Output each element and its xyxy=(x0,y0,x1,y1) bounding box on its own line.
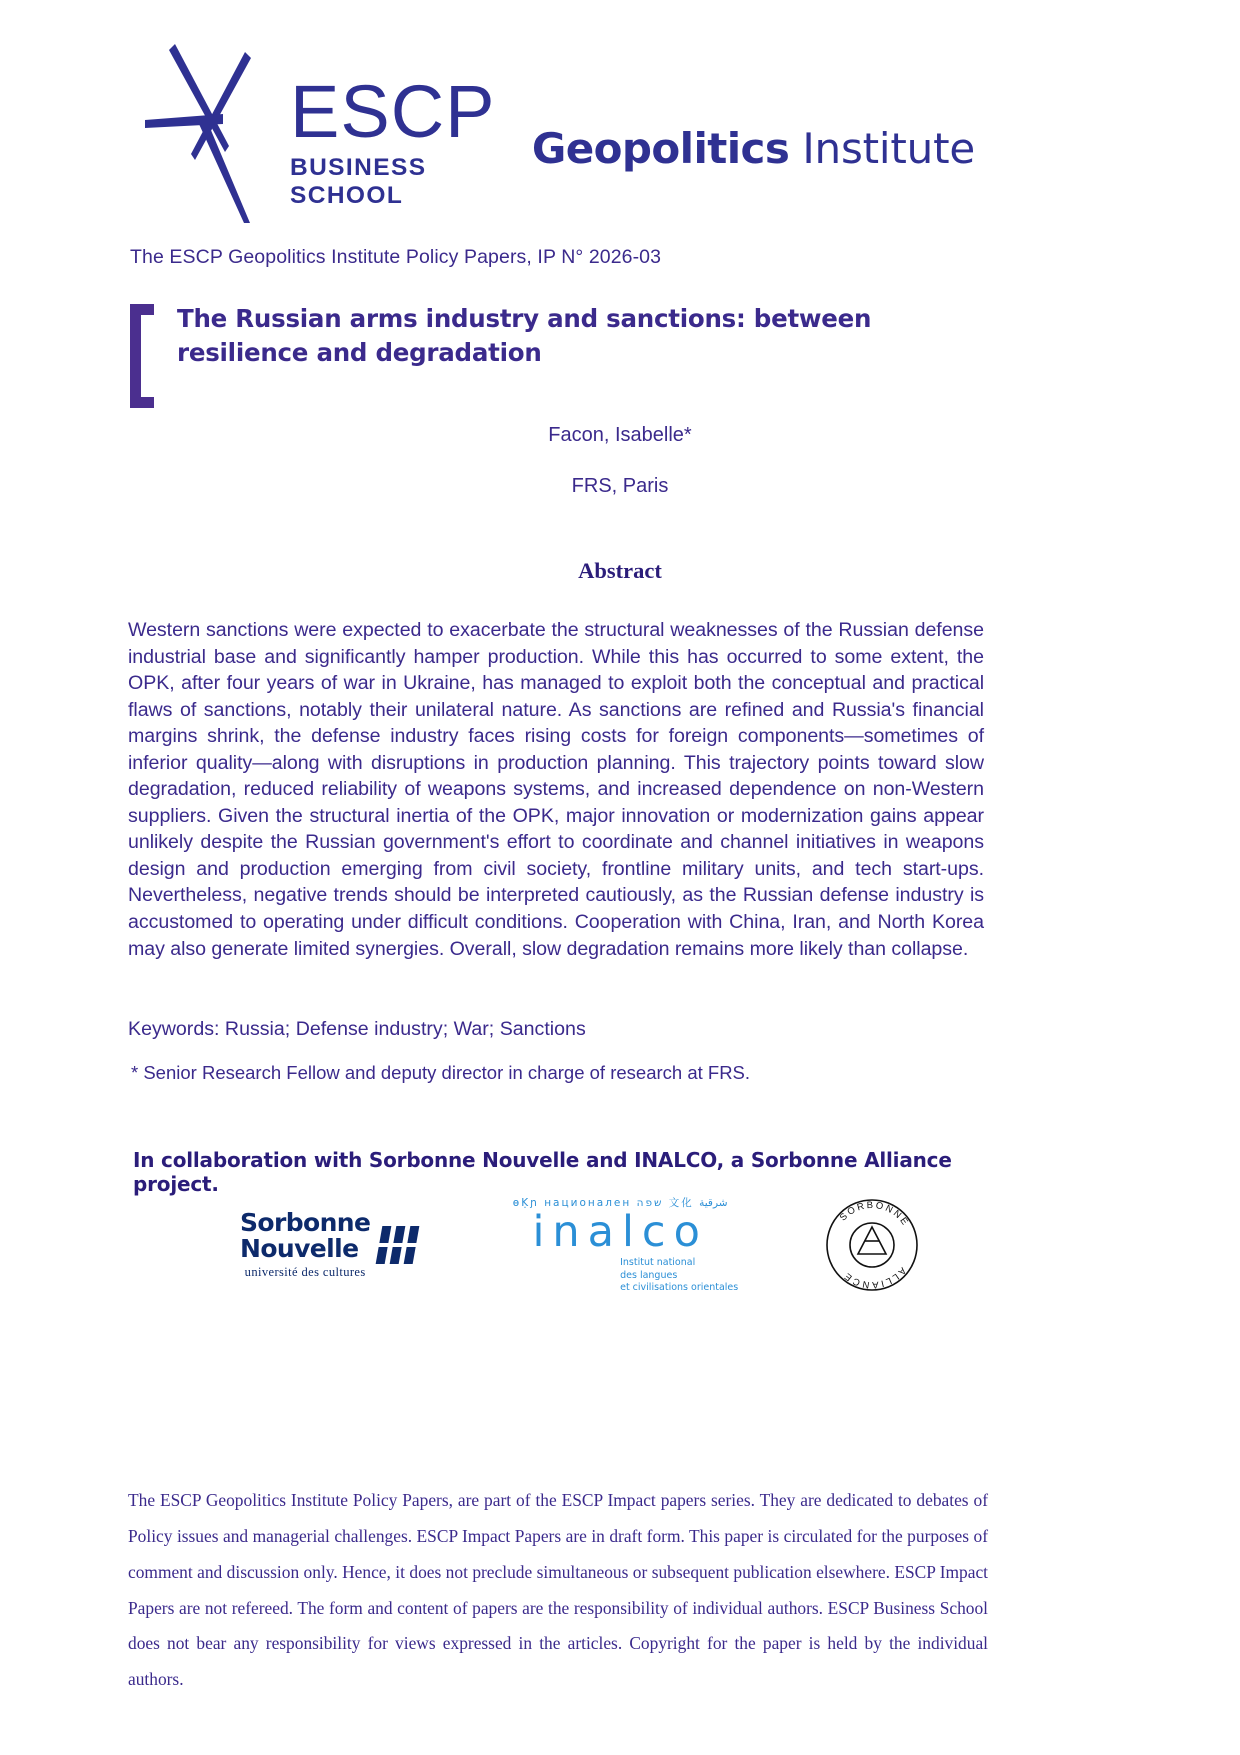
bracket-marker-icon xyxy=(130,304,154,408)
sorbonne-nouvelle-line1: Sorbonne xyxy=(240,1208,371,1238)
inalco-scripts-line: ɵḲɲ национален שפה 文化 شرقية xyxy=(512,1196,728,1209)
escp-word: ESCP xyxy=(290,70,496,154)
author-name: Facon, Isabelle* xyxy=(548,424,692,446)
abstract-heading: Abstract xyxy=(578,558,662,583)
page-title: The Russian arms industry and sanctions: between resilience and degradation xyxy=(177,304,872,367)
inalco-tagline-line2: des langues xyxy=(620,1269,678,1281)
geopolitics-word: Geopolitics xyxy=(531,124,790,173)
sorbonne-nouvelle-bars-icon xyxy=(376,1226,420,1264)
author-footnote: * Senior Research Fellow and deputy director in charge of research at FRS. xyxy=(131,1062,751,1083)
inalco-logo xyxy=(502,1195,738,1295)
collaboration-note: In collaboration with Sorbonne Nouvelle and INALCO, a Sorbonne Alliance project. xyxy=(133,1148,952,1196)
escp-wordmark xyxy=(290,41,510,209)
institute-word: Institute xyxy=(802,124,975,173)
inalco-tagline-line3: et civilisations orientales xyxy=(620,1282,739,1294)
sorbonne-nouvelle-logo xyxy=(240,1210,416,1280)
abstract-body: Western sanctions were expected to exacerbate the structural weaknesses of the Russian defense industrial base and significantly hamper production. While this has occurred to some extent, the OPK, after four years of war in Ukraine, has managed to exploit both the conceptual and practical flaws of sanctions, notably their unilateral nature. As sanctions are refined and Russia's financial margins shrink, the defense industry faces rising costs for foreign components—sometimes of inferior quality—along with disruptions in production planning. This trajectory points toward slow degradation, reduced reliability of weapons systems, and increased dependence on non-Western suppliers. Given the structural inertia of the OPK, major innovation or modernization gains appear unlikely despite the Russian government's effort to coordinate and channel initiatives in weapons design and production emerging from civil society, frontline military units, and tech start-ups. Nevertheless, negative trends should be interpreted cautiously, as the Russian defense industry is accustomed to operating under difficult conditions. Cooperation with China, Iran, and North Korea may also generate limited synergies. Overall, slow degradation remains more likely than collapse. xyxy=(128,619,984,960)
paper-series-line: The ESCP Geopolitics Institute Policy Papers, IP N° 2026-03 xyxy=(130,246,662,268)
disclaimer-text: The ESCP Geopolitics Institute Policy Papers, are part of the ESCP Impact papers series. They are dedicated to debates of Policy issues and managerial challenges. ESCP Impact Papers are in draft form. This paper is circulated for the purposes of comment and discussion only. Hence, it does not preclude simultaneous or subsequent publication elsewhere. ESCP Impact Papers are not refereed. The form and content of papers are the responsibility of individual authors. ESCP Business School does not bear any responsibility for views expressed in the articles. Copyright for the paper is held by the individual authors. xyxy=(128,1490,988,1690)
inalco-wordmark: inalco xyxy=(532,1206,708,1257)
svg-text:ALLIANCE: ALLIANCE xyxy=(840,1264,908,1291)
inalco-tagline-line1: Institut national xyxy=(620,1256,696,1268)
sorbonne-nouvelle-tagline: université des cultures xyxy=(244,1264,366,1279)
author-affiliation: FRS, Paris xyxy=(571,475,669,497)
escp-geopolitics-institute-logo xyxy=(145,28,975,223)
partner-logos xyxy=(240,1190,920,1300)
geopolitics-institute-wordmark xyxy=(532,78,975,173)
sorbonne-alliance-seal-icon xyxy=(824,1197,920,1293)
sorbonne-nouvelle-line2: Nouvelle xyxy=(240,1234,359,1263)
escp-business-school-label: BUSINESS SCHOOL xyxy=(290,153,427,209)
title-block xyxy=(130,302,990,408)
svg-text:SORBONNE: SORBONNE xyxy=(837,1199,912,1229)
escp-star-icon xyxy=(145,28,280,223)
inalco-tagline xyxy=(620,1257,738,1295)
keywords-line: Keywords: Russia; Defense industry; War; Sanctions xyxy=(128,1018,586,1040)
